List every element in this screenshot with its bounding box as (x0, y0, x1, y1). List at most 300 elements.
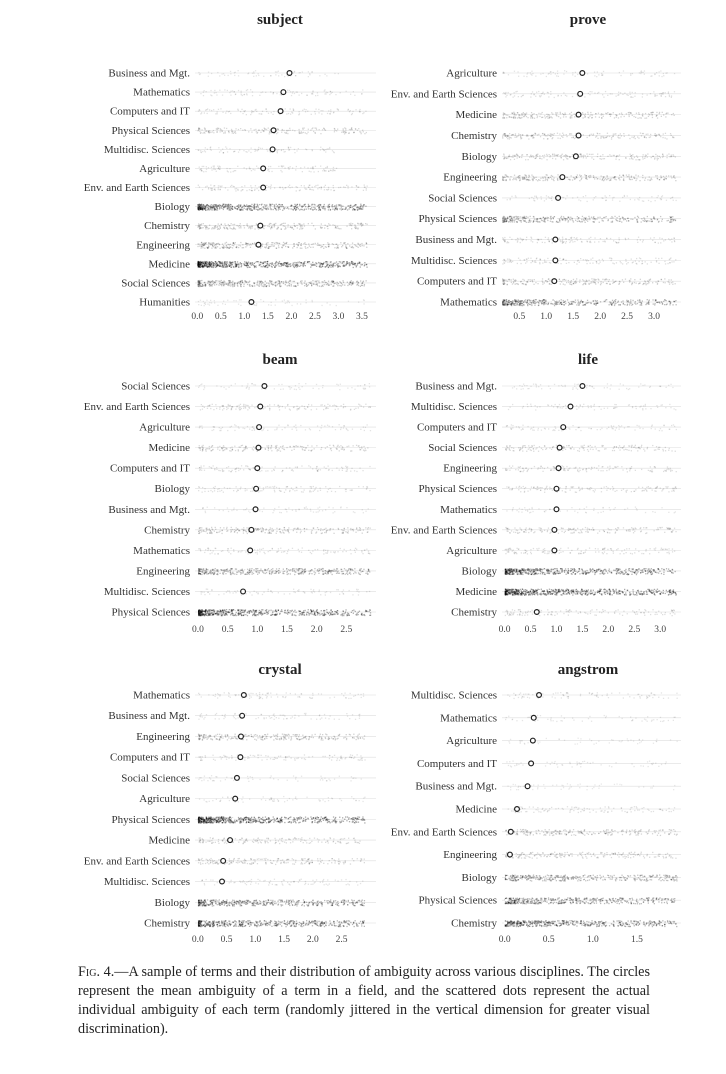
jittered-dots (199, 424, 371, 431)
jittered-dots (199, 837, 361, 844)
jittered-dots (198, 547, 370, 554)
row-business-and-mgt- (108, 710, 376, 722)
row-env-and-earth-sciences (391, 524, 681, 536)
category-label: Computers and IT (109, 105, 190, 118)
row-mathematics (133, 545, 376, 557)
category-label: Env. and Earth Sciences (390, 524, 497, 537)
row-env-and-earth-sciences (84, 182, 376, 194)
mean-marker (568, 404, 573, 409)
mean-marker (233, 610, 236, 613)
row-physical-sciences (418, 213, 681, 225)
mean-marker (561, 425, 566, 430)
jittered-dots (505, 715, 676, 722)
panel-title: crystal (258, 662, 302, 678)
x-tick-label: 0.5 (220, 935, 233, 945)
x-tick-label: 2.5 (340, 625, 353, 635)
row-computers-and-it (417, 758, 681, 770)
mean-marker (240, 713, 245, 718)
category-label: Engineering (443, 849, 497, 862)
mean-marker (515, 807, 520, 812)
panel-subject (84, 12, 376, 322)
x-tick-label: 1.5 (567, 312, 580, 322)
mean-marker (233, 796, 238, 801)
mean-marker (241, 589, 246, 594)
x-tick-label: 1.0 (238, 312, 251, 322)
category-label: Chemistry (451, 917, 497, 930)
jittered-dots (502, 237, 675, 244)
row-multidisc-sciences (104, 144, 376, 156)
category-label: Business and Mgt. (108, 710, 190, 723)
x-tick-label: 3.0 (332, 312, 345, 322)
mean-marker (257, 425, 262, 430)
row-business-and-mgt- (415, 234, 681, 246)
jittered-dots (198, 609, 371, 616)
row-multidisc-sciences (411, 255, 681, 267)
jittered-dots (502, 257, 676, 264)
row-engineering (443, 849, 681, 861)
x-tick-label: 1.0 (249, 935, 262, 945)
category-label: Business and Mgt. (108, 503, 190, 516)
category-label: Social Sciences (121, 772, 190, 785)
category-label: Chemistry (144, 524, 190, 537)
row-medicine (148, 835, 376, 847)
jittered-dots (505, 465, 677, 472)
mean-marker (244, 569, 247, 572)
panel-title: subject (257, 12, 303, 28)
mean-marker (249, 527, 254, 532)
jittered-dots (508, 806, 676, 813)
row-multidisc-sciences (104, 586, 376, 598)
jittered-dots (506, 486, 677, 493)
category-label: Medicine (455, 109, 497, 122)
row-engineering (136, 239, 376, 251)
panel-title: life (578, 352, 598, 368)
mean-marker (270, 147, 275, 152)
mean-marker (508, 852, 513, 857)
mean-marker (231, 818, 234, 821)
x-tick-label: 3.5 (355, 312, 368, 322)
jittered-dots (505, 568, 676, 575)
jittered-dots (505, 445, 676, 452)
jittered-dots (508, 404, 676, 411)
category-label: Computers and IT (416, 757, 497, 770)
mean-marker (537, 693, 542, 698)
category-label: Mathematics (133, 689, 190, 702)
mean-marker (238, 755, 243, 760)
mean-marker (255, 262, 258, 265)
mean-marker (259, 205, 262, 208)
category-label: Multidisc. Sciences (410, 254, 497, 267)
category-label: Env. and Earth Sciences (390, 826, 497, 839)
category-label: Computers and IT (416, 275, 497, 288)
row-chemistry (144, 524, 376, 536)
jittered-dots (199, 165, 338, 172)
jittered-dots (506, 424, 677, 431)
category-label: Multidisc. Sciences (410, 689, 497, 702)
jittered-dots (505, 897, 676, 904)
x-tick-label: 0.0 (498, 625, 511, 635)
category-label: Mathematics (440, 296, 497, 309)
mean-marker (239, 734, 244, 739)
category-label: Engineering (136, 565, 190, 578)
row-agriculture (139, 793, 376, 805)
mean-marker (557, 445, 562, 450)
jittered-dots (198, 383, 370, 390)
jittered-dots (201, 879, 363, 886)
row-mathematics (133, 690, 376, 702)
x-tick-label: 1.5 (630, 935, 643, 945)
x-tick-label: 2.0 (594, 312, 607, 322)
mean-marker (281, 90, 286, 95)
x-tick-label: 2.0 (306, 935, 319, 945)
mean-marker (554, 507, 559, 512)
x-tick-label: 1.5 (281, 625, 293, 635)
jittered-dots (505, 920, 678, 927)
jittered-dots (199, 796, 366, 803)
mean-marker (576, 133, 581, 138)
x-tick-label: 0.0 (191, 312, 204, 322)
jittered-dots (502, 299, 677, 306)
row-biology (462, 151, 681, 163)
jittered-dots (505, 829, 678, 836)
row-biology (462, 565, 681, 577)
category-label: Chemistry (451, 129, 497, 142)
row-agriculture (446, 68, 681, 80)
x-tick-label: 0.5 (513, 312, 526, 322)
x-tick-label: 0.0 (498, 935, 511, 945)
x-tick-label: 2.5 (335, 935, 348, 945)
category-label: Multidisc. Sciences (103, 143, 190, 156)
x-tick-label: 0.5 (542, 935, 555, 945)
category-label: Computers and IT (416, 421, 497, 434)
category-label: Medicine (148, 834, 190, 847)
category-label: Social Sciences (428, 192, 497, 205)
row-mathematics (440, 504, 681, 516)
x-tick-label: 0.5 (214, 312, 227, 322)
category-label: Social Sciences (121, 277, 190, 290)
category-label: Mathematics (440, 503, 497, 516)
row-chemistry (144, 918, 376, 930)
jittered-dots (202, 506, 369, 513)
mean-marker (253, 507, 258, 512)
category-label: Physical Sciences (418, 213, 497, 226)
jittered-dots (198, 445, 368, 452)
jittered-dots (200, 589, 370, 596)
row-biology (155, 201, 376, 213)
x-tick-label: 1.5 (576, 625, 589, 635)
mean-marker (553, 237, 558, 242)
category-label: Physical Sciences (111, 606, 190, 619)
category-label: Business and Mgt. (415, 380, 497, 393)
jittered-dots (503, 153, 676, 160)
jittered-dots (505, 874, 678, 881)
category-label: Medicine (148, 258, 190, 271)
row-computers-and-it (110, 106, 376, 118)
row-medicine (455, 109, 681, 121)
category-label: Biology (154, 201, 190, 214)
x-tick-label: 2.0 (285, 312, 298, 322)
mean-marker (278, 109, 283, 114)
row-chemistry (144, 220, 376, 232)
mean-marker (553, 258, 558, 263)
category-label: Multidisc. Sciences (103, 585, 190, 598)
row-medicine (148, 258, 376, 270)
mean-marker (505, 899, 508, 902)
jittered-dots (505, 589, 677, 596)
mean-marker (258, 223, 263, 228)
panel-prove (391, 12, 681, 322)
category-label: Env. and Earth Sciences (390, 88, 497, 101)
jittered-dots (199, 465, 371, 472)
row-business-and-mgt- (415, 781, 681, 793)
caption-label: Fig. 4. (78, 964, 115, 980)
jittered-dots (507, 692, 678, 699)
row-business-and-mgt- (108, 68, 376, 80)
category-label: Business and Mgt. (415, 234, 497, 247)
row-env-and-earth-sciences (391, 826, 681, 838)
mean-marker (525, 784, 530, 789)
caption-text: —A sample of terms and their distribution of ambiguity across various disciplines. The circles represent the mean ambiguity of a term in a field, and the scattered dots represent the actual individual ambiguity of each term (randomly jittered in the vertical dimension for greater visual discrimination). (78, 964, 650, 1037)
jittered-dots (197, 261, 367, 268)
category-label: Agriculture (139, 421, 190, 434)
mean-marker (261, 185, 266, 190)
jittered-dots (505, 609, 676, 616)
panel-life (391, 352, 681, 635)
jittered-dots (502, 112, 674, 119)
panel-title: prove (569, 12, 607, 28)
mean-marker (534, 610, 539, 615)
row-social-sciences (428, 442, 681, 454)
jittered-dots (502, 174, 677, 181)
mean-marker (560, 175, 565, 180)
row-social-sciences (121, 772, 376, 784)
row-agriculture (139, 163, 376, 175)
panel-angstrom (391, 662, 681, 945)
category-label: Multidisc. Sciences (410, 401, 497, 414)
category-label: Biology (154, 483, 190, 496)
mean-marker (538, 590, 541, 593)
mean-marker (556, 196, 561, 201)
mean-marker (552, 300, 555, 303)
category-label: Physical Sciences (418, 894, 497, 907)
mean-marker (543, 569, 546, 572)
category-label: Biology (461, 871, 497, 884)
row-multidisc-sciences (104, 876, 376, 888)
row-env-and-earth-sciences (84, 855, 376, 867)
mean-marker (552, 527, 557, 532)
row-chemistry (451, 607, 681, 619)
category-label: Biology (154, 896, 190, 909)
x-tick-label: 1.0 (251, 625, 264, 635)
row-multidisc-sciences (411, 690, 681, 702)
jittered-dots (505, 527, 676, 534)
mean-marker (228, 838, 233, 843)
category-label: Medicine (148, 442, 190, 455)
row-computers-and-it (110, 752, 376, 764)
category-label: Agriculture (446, 735, 497, 748)
jittered-dots (503, 91, 675, 98)
jittered-dots (198, 568, 370, 575)
category-label: Agriculture (446, 544, 497, 557)
x-tick-label: 2.5 (308, 312, 321, 322)
category-label: Engineering (136, 730, 190, 743)
x-tick-label: 1.0 (586, 935, 599, 945)
x-tick-label: 1.5 (261, 312, 274, 322)
jittered-dots (197, 127, 367, 134)
x-tick-label: 3.0 (648, 312, 660, 322)
mean-marker (256, 445, 261, 450)
category-label: Mathematics (133, 544, 190, 557)
row-physical-sciences (111, 607, 376, 619)
jittered-dots (197, 204, 366, 211)
row-social-sciences (428, 192, 681, 204)
category-label: Chemistry (144, 220, 190, 233)
jittered-dots (197, 242, 367, 249)
x-tick-label: 1.0 (540, 312, 553, 322)
row-social-sciences (121, 381, 376, 393)
category-label: Env. and Earth Sciences (83, 855, 190, 868)
category-label: Biology (461, 565, 497, 578)
x-tick-label: 2.5 (621, 312, 634, 322)
jittered-dots (503, 70, 676, 77)
row-engineering (443, 172, 681, 184)
mean-marker (504, 921, 507, 924)
mean-marker (254, 486, 259, 491)
jittered-dots (198, 185, 368, 192)
row-medicine (455, 804, 681, 816)
row-business-and-mgt- (108, 504, 376, 516)
jittered-dots (200, 404, 371, 411)
x-tick-label: 1.0 (550, 625, 563, 635)
row-mathematics (440, 712, 681, 724)
row-agriculture (139, 422, 376, 434)
mean-marker (255, 466, 260, 471)
x-tick-label: 2.0 (310, 625, 323, 635)
category-label: Env. and Earth Sciences (83, 401, 190, 414)
jittered-dots (502, 216, 676, 223)
x-tick-label: 0.0 (192, 625, 204, 635)
mean-marker (578, 91, 583, 96)
category-label: Multidisc. Sciences (103, 876, 190, 889)
jittered-dots (507, 783, 675, 790)
jittered-dots (502, 133, 675, 140)
x-tick-label: 2.0 (602, 625, 615, 635)
row-social-sciences (121, 277, 376, 289)
category-label: Mathematics (133, 86, 190, 99)
jittered-dots (198, 775, 362, 782)
category-label: Physical Sciences (111, 124, 190, 137)
mean-marker (235, 776, 240, 781)
mean-marker (271, 128, 276, 133)
category-label: Physical Sciences (418, 483, 497, 496)
mean-marker (506, 876, 509, 879)
mean-marker (556, 466, 561, 471)
row-engineering (136, 731, 376, 743)
mean-marker (249, 300, 254, 305)
mean-marker (207, 901, 210, 904)
row-physical-sciences (111, 814, 376, 826)
mean-marker (508, 829, 513, 834)
mean-marker (576, 112, 581, 117)
mean-marker (241, 693, 246, 698)
jittered-dots (198, 70, 339, 77)
mean-marker (580, 384, 585, 389)
row-medicine (148, 442, 376, 454)
row-biology (462, 872, 681, 884)
mean-marker (530, 738, 535, 743)
row-humanities (139, 297, 376, 309)
mean-marker (201, 921, 204, 924)
row-env-and-earth-sciences (84, 401, 376, 413)
mean-marker (250, 281, 253, 284)
mean-marker (287, 71, 292, 76)
category-label: Social Sciences (121, 380, 190, 393)
x-tick-label: 0.0 (191, 935, 204, 945)
jittered-dots (502, 278, 676, 285)
row-physical-sciences (418, 483, 681, 495)
row-medicine (455, 586, 681, 598)
row-agriculture (446, 545, 681, 557)
x-tick-label: 0.5 (221, 625, 234, 635)
row-biology (155, 897, 376, 909)
jittered-dots (198, 816, 366, 823)
category-label: Biology (461, 150, 497, 163)
jittered-dots (506, 506, 676, 513)
category-label: Agriculture (139, 793, 190, 806)
row-agriculture (446, 735, 681, 747)
category-label: Chemistry (144, 917, 190, 930)
jittered-dots (197, 223, 367, 230)
jittered-dots (198, 527, 371, 534)
jittered-dots (198, 754, 365, 761)
row-biology (155, 483, 376, 495)
mean-marker (573, 154, 578, 159)
jittered-dots (197, 280, 366, 287)
jittered-dots (198, 299, 365, 306)
category-label: Business and Mgt. (415, 780, 497, 793)
mean-marker (554, 486, 559, 491)
row-computers-and-it (110, 463, 376, 475)
mean-marker (552, 548, 557, 553)
mean-marker (262, 384, 267, 389)
row-chemistry (451, 130, 681, 142)
panel-title: angstrom (557, 662, 619, 678)
x-tick-label: 3.0 (654, 625, 667, 635)
mean-marker (529, 761, 534, 766)
jittered-dots (198, 899, 365, 906)
jittered-dots (198, 692, 364, 699)
x-tick-label: 1.5 (278, 935, 291, 945)
row-computers-and-it (417, 276, 681, 288)
category-label: Chemistry (451, 606, 497, 619)
row-env-and-earth-sciences (391, 88, 681, 100)
jittered-dots (198, 713, 360, 720)
jittered-dots (198, 146, 335, 153)
jittered-dots (507, 195, 677, 202)
category-label: Medicine (455, 803, 497, 816)
category-label: Agriculture (139, 162, 190, 175)
category-label: Humanities (139, 296, 190, 309)
jittered-dots (512, 383, 674, 390)
category-label: Engineering (443, 171, 497, 184)
x-tick-label: 2.5 (628, 625, 641, 635)
category-label: Env. and Earth Sciences (83, 182, 190, 194)
category-label: Engineering (136, 239, 190, 252)
category-label: Agriculture (446, 67, 497, 80)
row-chemistry (451, 918, 681, 930)
jittered-dots (198, 734, 365, 741)
jittered-dots (505, 852, 677, 859)
